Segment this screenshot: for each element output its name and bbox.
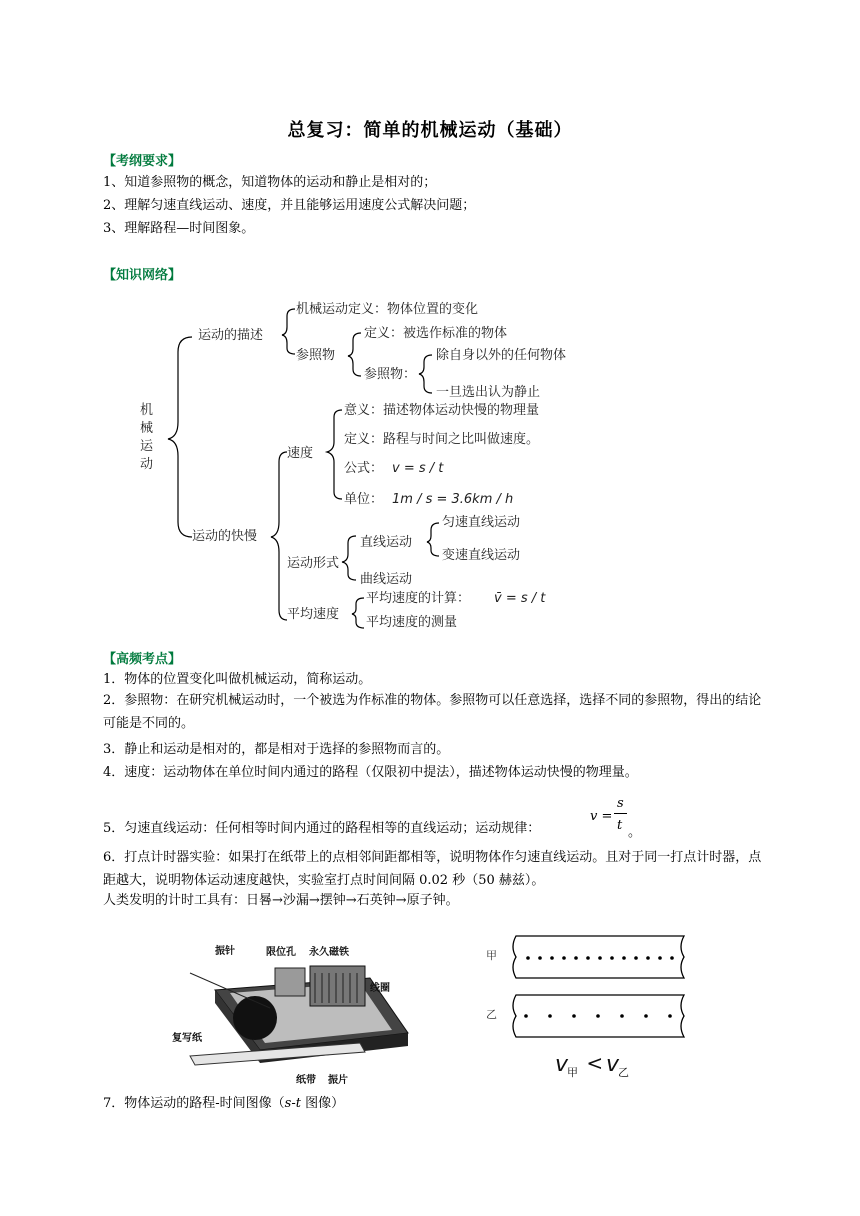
node-root-char4: 动	[140, 457, 154, 472]
tape-a-label: 甲	[486, 949, 497, 962]
paper-tape-comparison	[480, 930, 695, 1082]
formula-numerator: s	[617, 796, 624, 811]
node-curve-motion: 曲线运动	[360, 572, 413, 587]
node-reference-sub: 参照物：	[364, 367, 417, 382]
tape-b-label: 乙	[486, 1008, 497, 1021]
point-7-prefix: 7．物体运动的路程-时间图像（	[103, 1096, 285, 1111]
syllabus-item-3: 3、理解路程—时间图象。	[103, 221, 255, 236]
label-permanent-magnet: 永久磁铁	[309, 947, 349, 958]
point-1: 1．物体的位置变化叫做机械运动，简称运动。	[103, 672, 372, 687]
node-average-calc: 平均速度的计算：	[366, 591, 471, 606]
node-definition: 机械运动定义：物体位置的变化	[296, 302, 479, 317]
compare-lt: <	[580, 1051, 610, 1075]
compare-v2: v	[606, 1052, 620, 1077]
formula-denominator: t	[617, 818, 623, 833]
point-7	[103, 1096, 344, 1111]
node-speed-definition: 定义：路程与时间之比叫做速度。	[344, 432, 540, 447]
node-root-char1: 机	[140, 403, 154, 418]
point-5: 5．匀速直线运动：任何相等时间内通过的路程相等的直线运动；运动规律：	[103, 821, 541, 836]
point-7-suffix: 图像）	[300, 1096, 345, 1111]
node-reference-definition: 定义：被选作标准的物体	[364, 326, 508, 341]
point-6-timekeeping: 人类发明的计时工具有：日晷→沙漏→摆钟→石英钟→原子钟。	[103, 893, 459, 908]
node-describe: 运动的描述	[198, 328, 264, 343]
label-vibrating-plate: 振片	[328, 1075, 348, 1086]
knowledge-network-diagram	[130, 292, 610, 637]
syllabus-item-1: 1、知道参照物的概念，知道物体的运动和静止是相对的；	[103, 175, 437, 190]
node-unit: 1m / s = 3.6km / h	[392, 492, 514, 507]
label-coil: 线圈	[370, 983, 390, 994]
compare-sub2: 乙	[618, 1066, 629, 1079]
point-2: 2．参照物：在研究机械运动时，一个被选为作标准的物体。参照物可以任意选择，选择不同的参照物，得出的结论可能是不同的。	[103, 693, 762, 731]
node-uniform-motion: 匀速直线运动	[442, 515, 521, 530]
node-motion-form: 运动形式	[287, 556, 340, 571]
formula-fraction-bar	[614, 813, 627, 814]
point-4: 4．速度：运动物体在单位时间内通过的路程（仅限初中提法），描述物体运动快慢的物理量。	[103, 765, 638, 780]
node-speed-group: 运动的快慢	[192, 529, 258, 544]
node-average-formula: v̄ = s / t	[494, 591, 546, 606]
node-average-measure: 平均速度的测量	[366, 615, 458, 630]
node-reference-static: 一旦选出认为静止	[436, 385, 541, 400]
point-7-st: s-t	[284, 1096, 301, 1111]
label-carbon-paper: 复写纸	[172, 1033, 202, 1044]
point-6: 6．打点计时器实验：如果打在纸带上的点相邻间距都相等，说明物体作匀速直线运动。且对于同一打点计时器，点距越大，说明物体运动速度越快，实验室打点时间间隔 0.02 秒（50 赫兹）。	[103, 850, 762, 888]
label-paper-tape: 纸带	[296, 1075, 316, 1086]
node-formula: v = s / t	[392, 461, 444, 476]
node-variable-motion: 变速直线运动	[442, 548, 521, 563]
section-heading-knowledge: 【知识网络】	[103, 268, 182, 283]
point-3: 3．静止和运动是相对的，都是相对于选择的参照物而言的。	[103, 742, 450, 757]
node-average-speed: 平均速度	[287, 607, 340, 622]
page-title: 总复习：简单的机械运动（基础）	[287, 120, 573, 141]
label-vibrating-needle: 振针	[215, 946, 235, 957]
node-speed: 速度	[287, 446, 314, 461]
section-heading-key-points: 【高频考点】	[103, 652, 182, 667]
formula-end: 。	[628, 825, 642, 840]
syllabus-item-2: 2、理解匀速直线运动、速度，并且能够运用速度公式解决问题；	[103, 198, 476, 213]
node-formula-label: 公式：	[344, 461, 384, 476]
label-limit-hole: 限位孔	[266, 947, 296, 958]
node-speed-meaning: 意义：描述物体运动快慢的物理量	[344, 403, 540, 418]
carbon-paper-disc	[233, 996, 277, 1040]
node-reference-any: 除自身以外的任何物体	[436, 348, 567, 363]
node-root-char3: 运	[140, 439, 154, 454]
compare-v1: v	[555, 1052, 569, 1077]
formula-v: v =	[590, 809, 613, 824]
node-root-char2: 械	[140, 421, 154, 436]
ticker-timer-illustration	[170, 938, 415, 1088]
section-heading-syllabus: 【考纲要求】	[103, 154, 182, 169]
compare-sub1: 甲	[567, 1066, 578, 1079]
node-reference: 参照物	[296, 348, 336, 363]
node-unit-label: 单位：	[344, 492, 384, 507]
node-straight-motion: 直线运动	[360, 535, 413, 550]
